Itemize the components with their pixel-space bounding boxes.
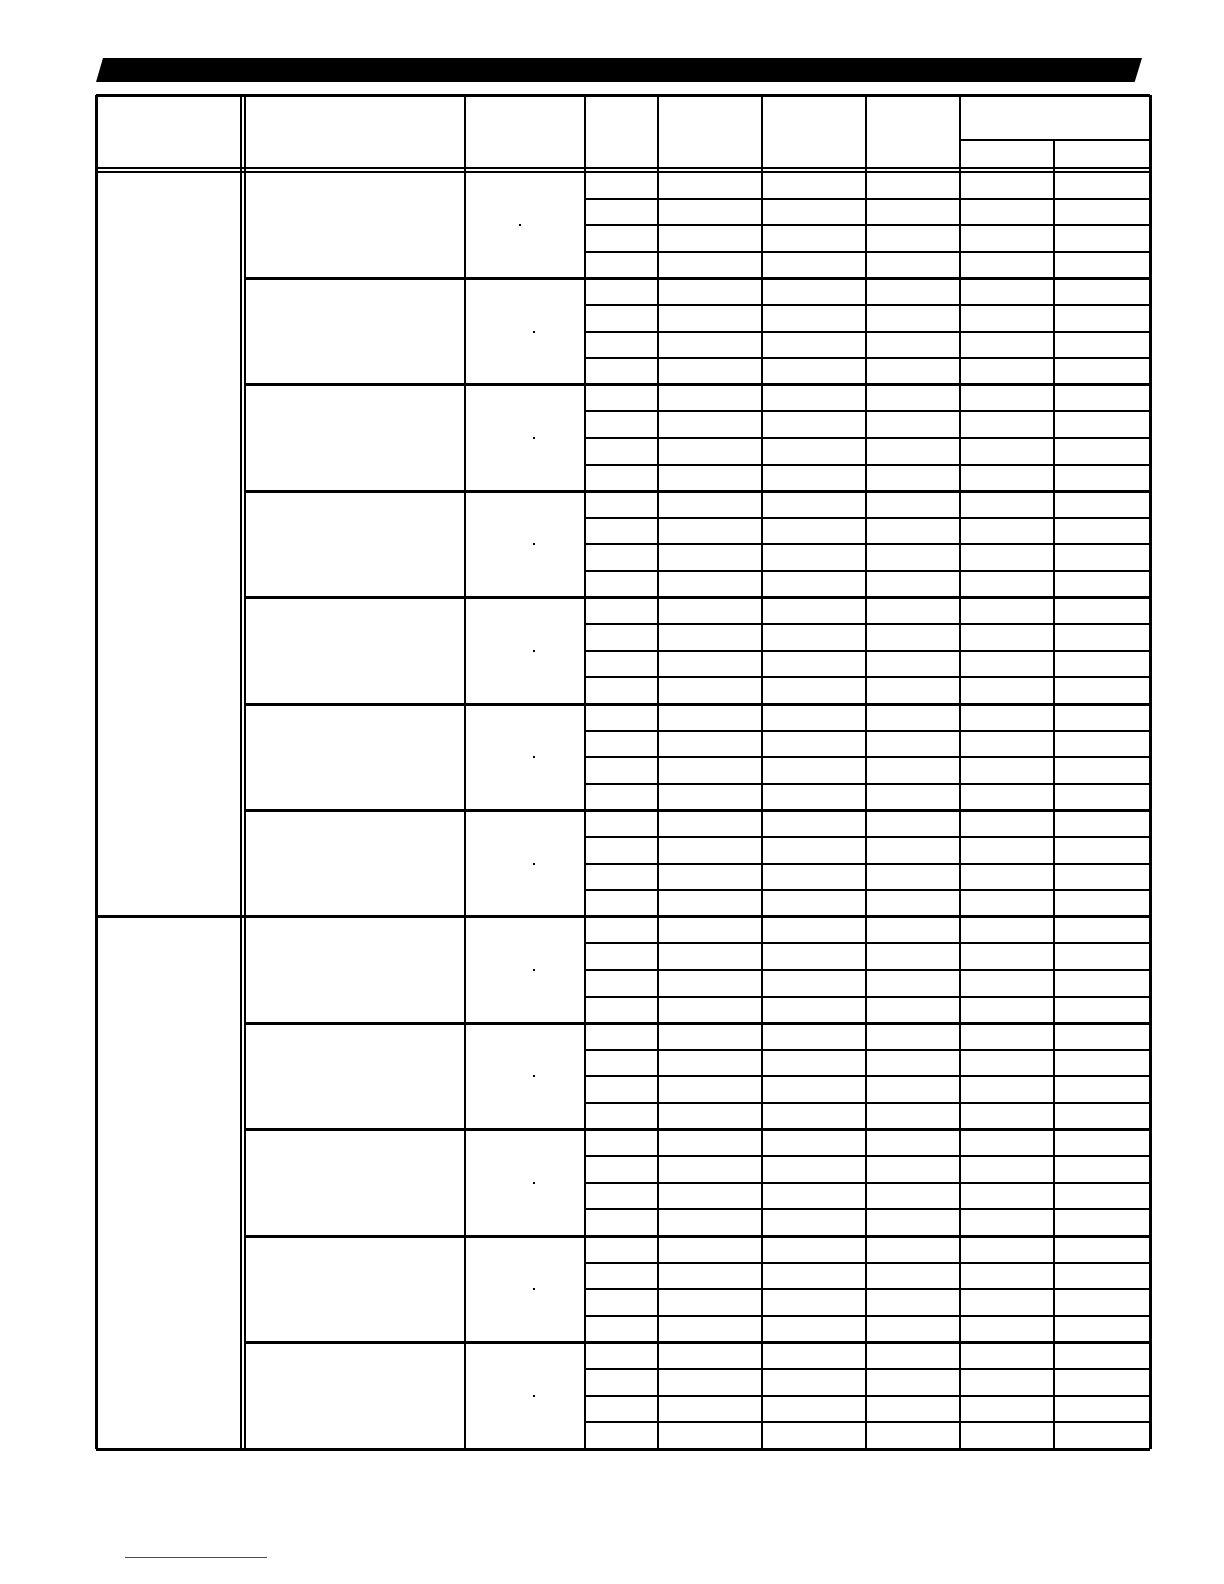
column-rule: [584, 95, 586, 1449]
subgroup-rule: [245, 383, 1150, 386]
row-marker: [533, 863, 535, 865]
column-rule: [865, 95, 867, 1449]
header-rule: [96, 167, 1150, 169]
row-rule: [585, 996, 1150, 998]
subgroup-rule: [245, 277, 1150, 280]
table-border-left: [95, 95, 98, 1449]
header-group-rule: [960, 139, 1150, 141]
row-rule: [585, 543, 1150, 545]
row-marker: [533, 969, 535, 971]
subgroup-rule: [245, 809, 1150, 812]
row-rule: [585, 1262, 1150, 1264]
row-rule: [585, 942, 1150, 944]
row-rule: [585, 1049, 1150, 1051]
row-marker: [533, 1075, 535, 1077]
row-rule: [585, 1368, 1150, 1370]
row-rule: [585, 437, 1150, 439]
row-rule: [585, 730, 1150, 732]
subgroup-rule: [245, 1128, 1150, 1131]
row-rule: [585, 1182, 1150, 1184]
row-rule: [585, 783, 1150, 785]
row-rule: [585, 1102, 1150, 1104]
column-rule: [240, 95, 242, 1449]
column-rule: [761, 95, 763, 1449]
header-rule: [96, 171, 1150, 173]
subgroup-rule: [245, 1235, 1150, 1238]
header-subcolumn-rule: [1053, 140, 1055, 170]
table-border-right: [1149, 95, 1152, 1449]
subgroup-rule: [245, 703, 1150, 706]
row-rule: [585, 251, 1150, 253]
row-rule: [585, 1315, 1150, 1317]
row-marker: [533, 1395, 535, 1397]
row-rule: [585, 570, 1150, 572]
row-rule: [585, 863, 1150, 865]
row-rule: [585, 304, 1150, 306]
table-border-top: [96, 94, 1150, 97]
subgroup-rule: [245, 490, 1150, 493]
subgroup-rule: [245, 1341, 1150, 1344]
row-rule: [585, 1395, 1150, 1397]
subgroup-rule: [245, 596, 1150, 599]
row-marker: [533, 650, 535, 652]
row-marker: [519, 224, 521, 226]
row-marker: [533, 543, 535, 545]
row-rule: [585, 1155, 1150, 1157]
row-rule: [585, 224, 1150, 226]
row-rule: [585, 517, 1150, 519]
row-marker: [533, 1182, 535, 1184]
subgroup-rule: [245, 1022, 1150, 1025]
row-rule: [585, 410, 1150, 412]
row-rule: [585, 889, 1150, 891]
row-rule: [585, 1075, 1150, 1077]
row-rule: [585, 331, 1150, 333]
row-rule: [585, 1208, 1150, 1210]
row-rule: [585, 357, 1150, 359]
column-rule: [464, 95, 466, 1449]
row-marker: [533, 437, 535, 439]
column-rule: [244, 95, 246, 1449]
row-rule: [585, 836, 1150, 838]
row-rule: [585, 969, 1150, 971]
row-marker: [533, 331, 535, 333]
table-border-bottom: [96, 1448, 1150, 1451]
row-rule: [585, 1288, 1150, 1290]
column-rule: [959, 95, 961, 1449]
row-rule: [585, 1421, 1150, 1423]
group-rule: [96, 915, 1150, 918]
row-rule: [585, 464, 1150, 466]
row-rule: [585, 650, 1150, 652]
footer-rule: [125, 1557, 267, 1558]
row-rule: [585, 676, 1150, 678]
row-rule: [585, 623, 1150, 625]
column-rule: [657, 95, 659, 1449]
row-rule: [585, 756, 1150, 758]
row-rule: [585, 198, 1150, 200]
row-marker: [533, 1288, 535, 1290]
row-marker: [533, 756, 535, 758]
